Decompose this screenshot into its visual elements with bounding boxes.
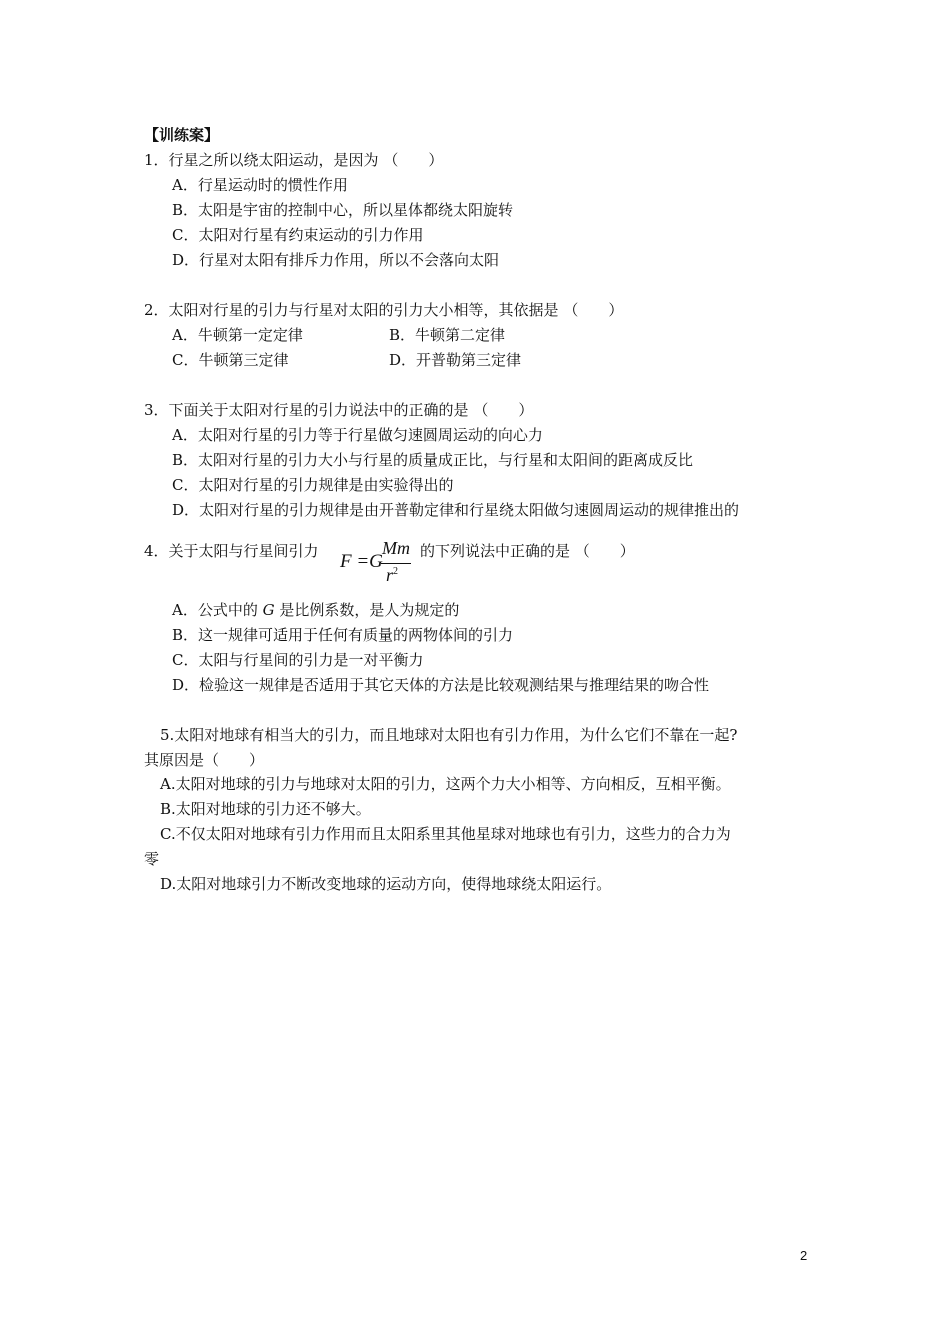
q5-stem-line2: 其原因是（ ） <box>144 751 265 769</box>
q3-option-d: D．太阳对行星的引力规律是由开普勒定律和行星绕太阳做匀速圆周运动的规律推出的 <box>172 501 740 519</box>
q5-option-c-line1: C.不仅太阳对地球有引力作用而且太阳系里其他星球对地球也有引力，这些力的合力为 <box>160 825 731 843</box>
q5-option-b: B.太阳对地球的引力还不够大。 <box>160 800 371 818</box>
formula-exponent: 2 <box>393 566 399 577</box>
formula-denominator-var: r <box>386 565 394 585</box>
q1-option-a: A．行星运动时的惯性作用 <box>172 176 348 194</box>
formula-lhs: F =G <box>340 551 383 572</box>
q1-option-c: C．太阳对行星有约束运动的引力作用 <box>172 226 424 244</box>
q1-option-b: B．太阳是宇宙的控制中心，所以星体都绕太阳旋转 <box>172 201 514 219</box>
q2-option-b: B．牛顿第二定律 <box>389 326 506 344</box>
q4-option-a-var: G <box>262 601 275 619</box>
q4-option-a <box>172 599 459 621</box>
q5-option-d: D.太阳对地球引力不断改变地球的运动方向，使得地球绕太阳运行。 <box>160 875 612 893</box>
q4-stem-after: 的下列说法中正确的是 （ ） <box>420 542 635 560</box>
q4-option-d: D．检验这一规律是否适用于其它天体的方法是比较观测结果与推理结果的吻合性 <box>172 676 710 694</box>
q1-stem: 1．行星之所以绕太阳运动，是因为 （ ） <box>144 151 444 169</box>
q4-option-a-before: A．公式中的 <box>172 601 263 619</box>
q5-option-c-line2: 零 <box>144 850 160 868</box>
gravitation-formula <box>340 538 420 586</box>
q4-stem-before: 4．关于太阳与行星间引力 <box>144 542 319 560</box>
q3-option-c: C．太阳对行星的引力规律是由实验得出的 <box>172 476 454 494</box>
q2-option-c: C．牛顿第三定律 <box>172 351 289 369</box>
q3-option-b: B．太阳对行星的引力大小与行星的质量成正比，与行星和太阳间的距离成反比 <box>172 451 694 469</box>
q2-option-d: D．开普勒第三定律 <box>389 351 522 369</box>
q4-option-b: B．这一规律可适用于任何有质量的两物体间的引力 <box>172 626 514 644</box>
q5-stem-line1: 5.太阳对地球有相当大的引力，而且地球对太阳也有引力作用，为什么它们不靠在一起? <box>160 726 738 744</box>
q2-stem: 2．太阳对行星的引力与行星对太阳的引力大小相等，其依据是 （ ） <box>144 301 624 319</box>
q1-option-d: D．行星对太阳有排斥力作用，所以不会落向太阳 <box>172 251 500 269</box>
q4-option-a-after: 是比例系数，是人为规定的 <box>274 601 460 619</box>
q4-option-c: C．太阳与行星间的引力是一对平衡力 <box>172 651 424 669</box>
q5-option-a: A.太阳对地球的引力与地球对太阳的引力，这两个力大小相等、方向相反，互相平衡。 <box>160 775 731 793</box>
page-number: 2 <box>800 1248 808 1263</box>
section-title: 【训练案】 <box>144 126 220 144</box>
q2-option-a: A．牛顿第一定定律 <box>172 326 303 344</box>
q3-option-a: A．太阳对行星的引力等于行星做匀速圆周运动的向心力 <box>172 426 543 444</box>
formula-numerator: Mm <box>382 538 410 558</box>
q3-stem: 3．下面关于太阳对行星的引力说法中的正确的是 （ ） <box>144 401 534 419</box>
formula-denominator <box>386 565 398 586</box>
formula-fraction-bar <box>381 563 411 564</box>
